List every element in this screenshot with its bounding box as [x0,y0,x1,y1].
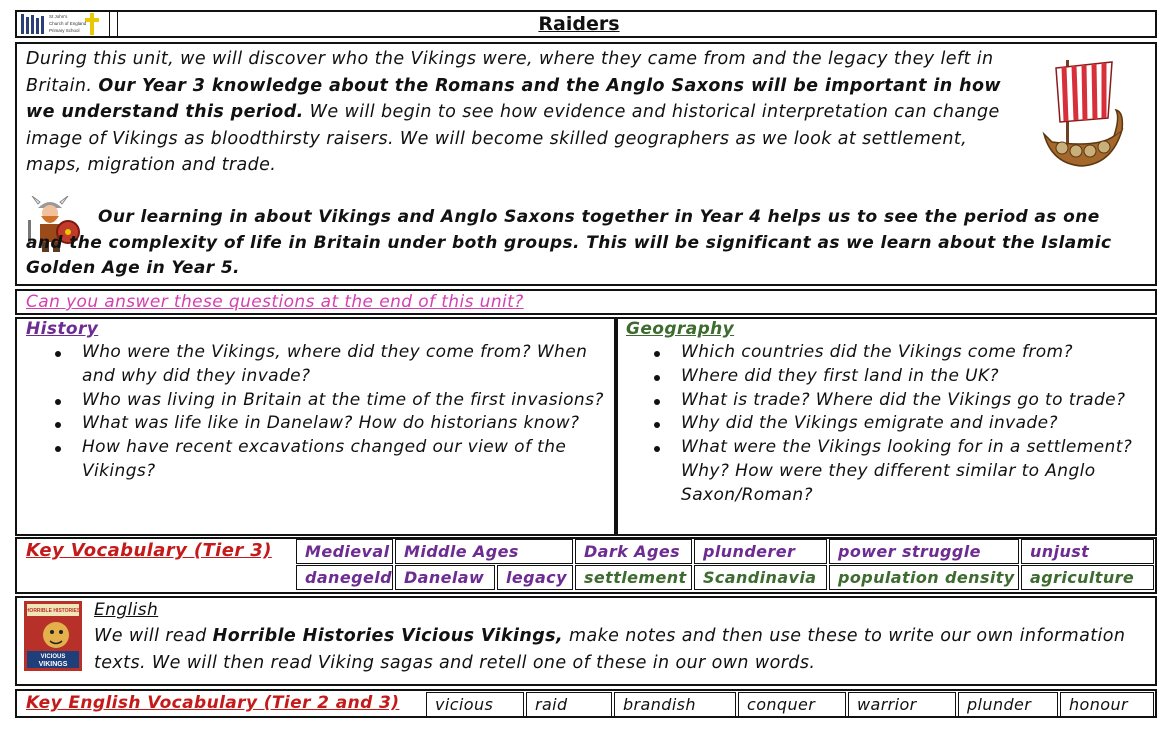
book-cover-image [24,601,82,671]
vocab-word: Danelaw [395,565,495,590]
geography-heading: Geography [626,319,735,339]
logo-line-1: St John's [49,14,68,19]
vocab-word: Dark Ages [575,539,692,564]
english-vocab-word: conquer [738,692,846,717]
english-vocab-word: brandish [614,692,736,717]
vocab-word: Medieval [296,539,393,564]
english-heading: English [94,600,159,620]
key-vocabulary-label: Key Vocabulary (Tier 3) [26,540,272,561]
english-vocab-word: plunder [958,692,1058,717]
intro-text-bold: Our Year 3 knowledge about the Romans and the Anglo Saxons will be important in how we understand this period. [26,75,1001,122]
book-title: Horrible Histories Vicious Vikings, [212,626,564,646]
english-vocab-word: raid [526,692,612,717]
vocab-word: plunderer [694,539,827,564]
school-logo [20,12,106,36]
geography-question: What were the Vikings looking for in a settlement? Why? How were they different similar to Anglo Saxon/Roman? [681,436,1155,507]
book-cover-title-1: VICIOUS [40,654,66,660]
vocab-word: power struggle [829,539,1019,564]
geography-questions [625,341,1155,508]
divider [109,12,110,37]
vocab-word: settlement [575,565,692,590]
vocab-word: danegeld [296,565,393,590]
book-cover-series: HORRIBLE HISTORIES [25,608,81,614]
english-paragraph [94,623,1144,677]
history-question: Who was living in Britain at the time of the first invasions? [82,389,616,413]
vocab-word: Scandinavia [694,565,827,590]
history-question: What was life like in Danelaw? How do historians know? [82,412,616,436]
vocab-word: Middle Ages [395,539,573,564]
viking-ship-icon [1042,52,1124,176]
intro-text-end: We will begin to see how evidence and historical interpretation can change image of Vikings as bloodthirsty raisers. We will become skilled geographers as we look at settlement, maps, migration and trade. [26,102,1000,175]
english-vocab-word: honour [1060,692,1154,717]
geography-question: Where did they first land in the UK? [681,365,1155,389]
logo-line-3: Primary School [49,28,80,33]
vocab-word: population density [829,565,1019,590]
english-text-start: We will read [94,626,213,646]
english-vocab-word: warrior [848,692,956,717]
book-cover-icon [24,601,82,671]
page-title: Raiders [538,13,620,35]
intro-paragraph [26,46,1026,179]
vocab-word: agriculture [1021,565,1154,590]
divider [117,12,118,37]
history-question: How have recent excavations changed our view of the Vikings? [82,436,616,484]
vocab-word: legacy [497,565,573,590]
english-vocab-word: vicious [426,692,524,717]
history-heading: History [26,319,99,339]
logo-line-2: Church of England [49,21,87,26]
geography-question: Which countries did the Vikings come from? [681,341,1155,365]
history-questions [26,341,616,484]
english-vocabulary-label: Key English Vocabulary (Tier 2 and 3) [26,693,400,713]
school-logo-icon [20,12,106,36]
intro-text-start: During this unit, we will discover who the Vikings were, where they came from and the legacy they left in Britain. [26,49,994,96]
geography-question: What is trade? Where did the Vikings go to trade? [681,389,1155,413]
history-question: Who were the Vikings, where did they come from? When and why did they invade? [82,341,616,389]
vocab-word: unjust [1021,539,1154,564]
viking-ship-image [1042,52,1124,176]
book-cover-title-2: VIKINGS [38,661,68,668]
english-text-end: make notes and then use these to write our own information texts. We will then read Viking sagas and retell one of these in our own words. [94,626,1126,673]
questions-prompt: Can you answer these questions at the end of this unit? [26,292,524,312]
geography-question: Why did the Vikings emigrate and invade? [681,412,1155,436]
intro-paragraph-2: Our learning in about Vikings and Anglo Saxons together in Year 4 helps us to see the period as one and the complexity of life in Britain under both groups. This will be significant as we learn about the Islamic Golden Age in Year 5. [26,207,1112,278]
